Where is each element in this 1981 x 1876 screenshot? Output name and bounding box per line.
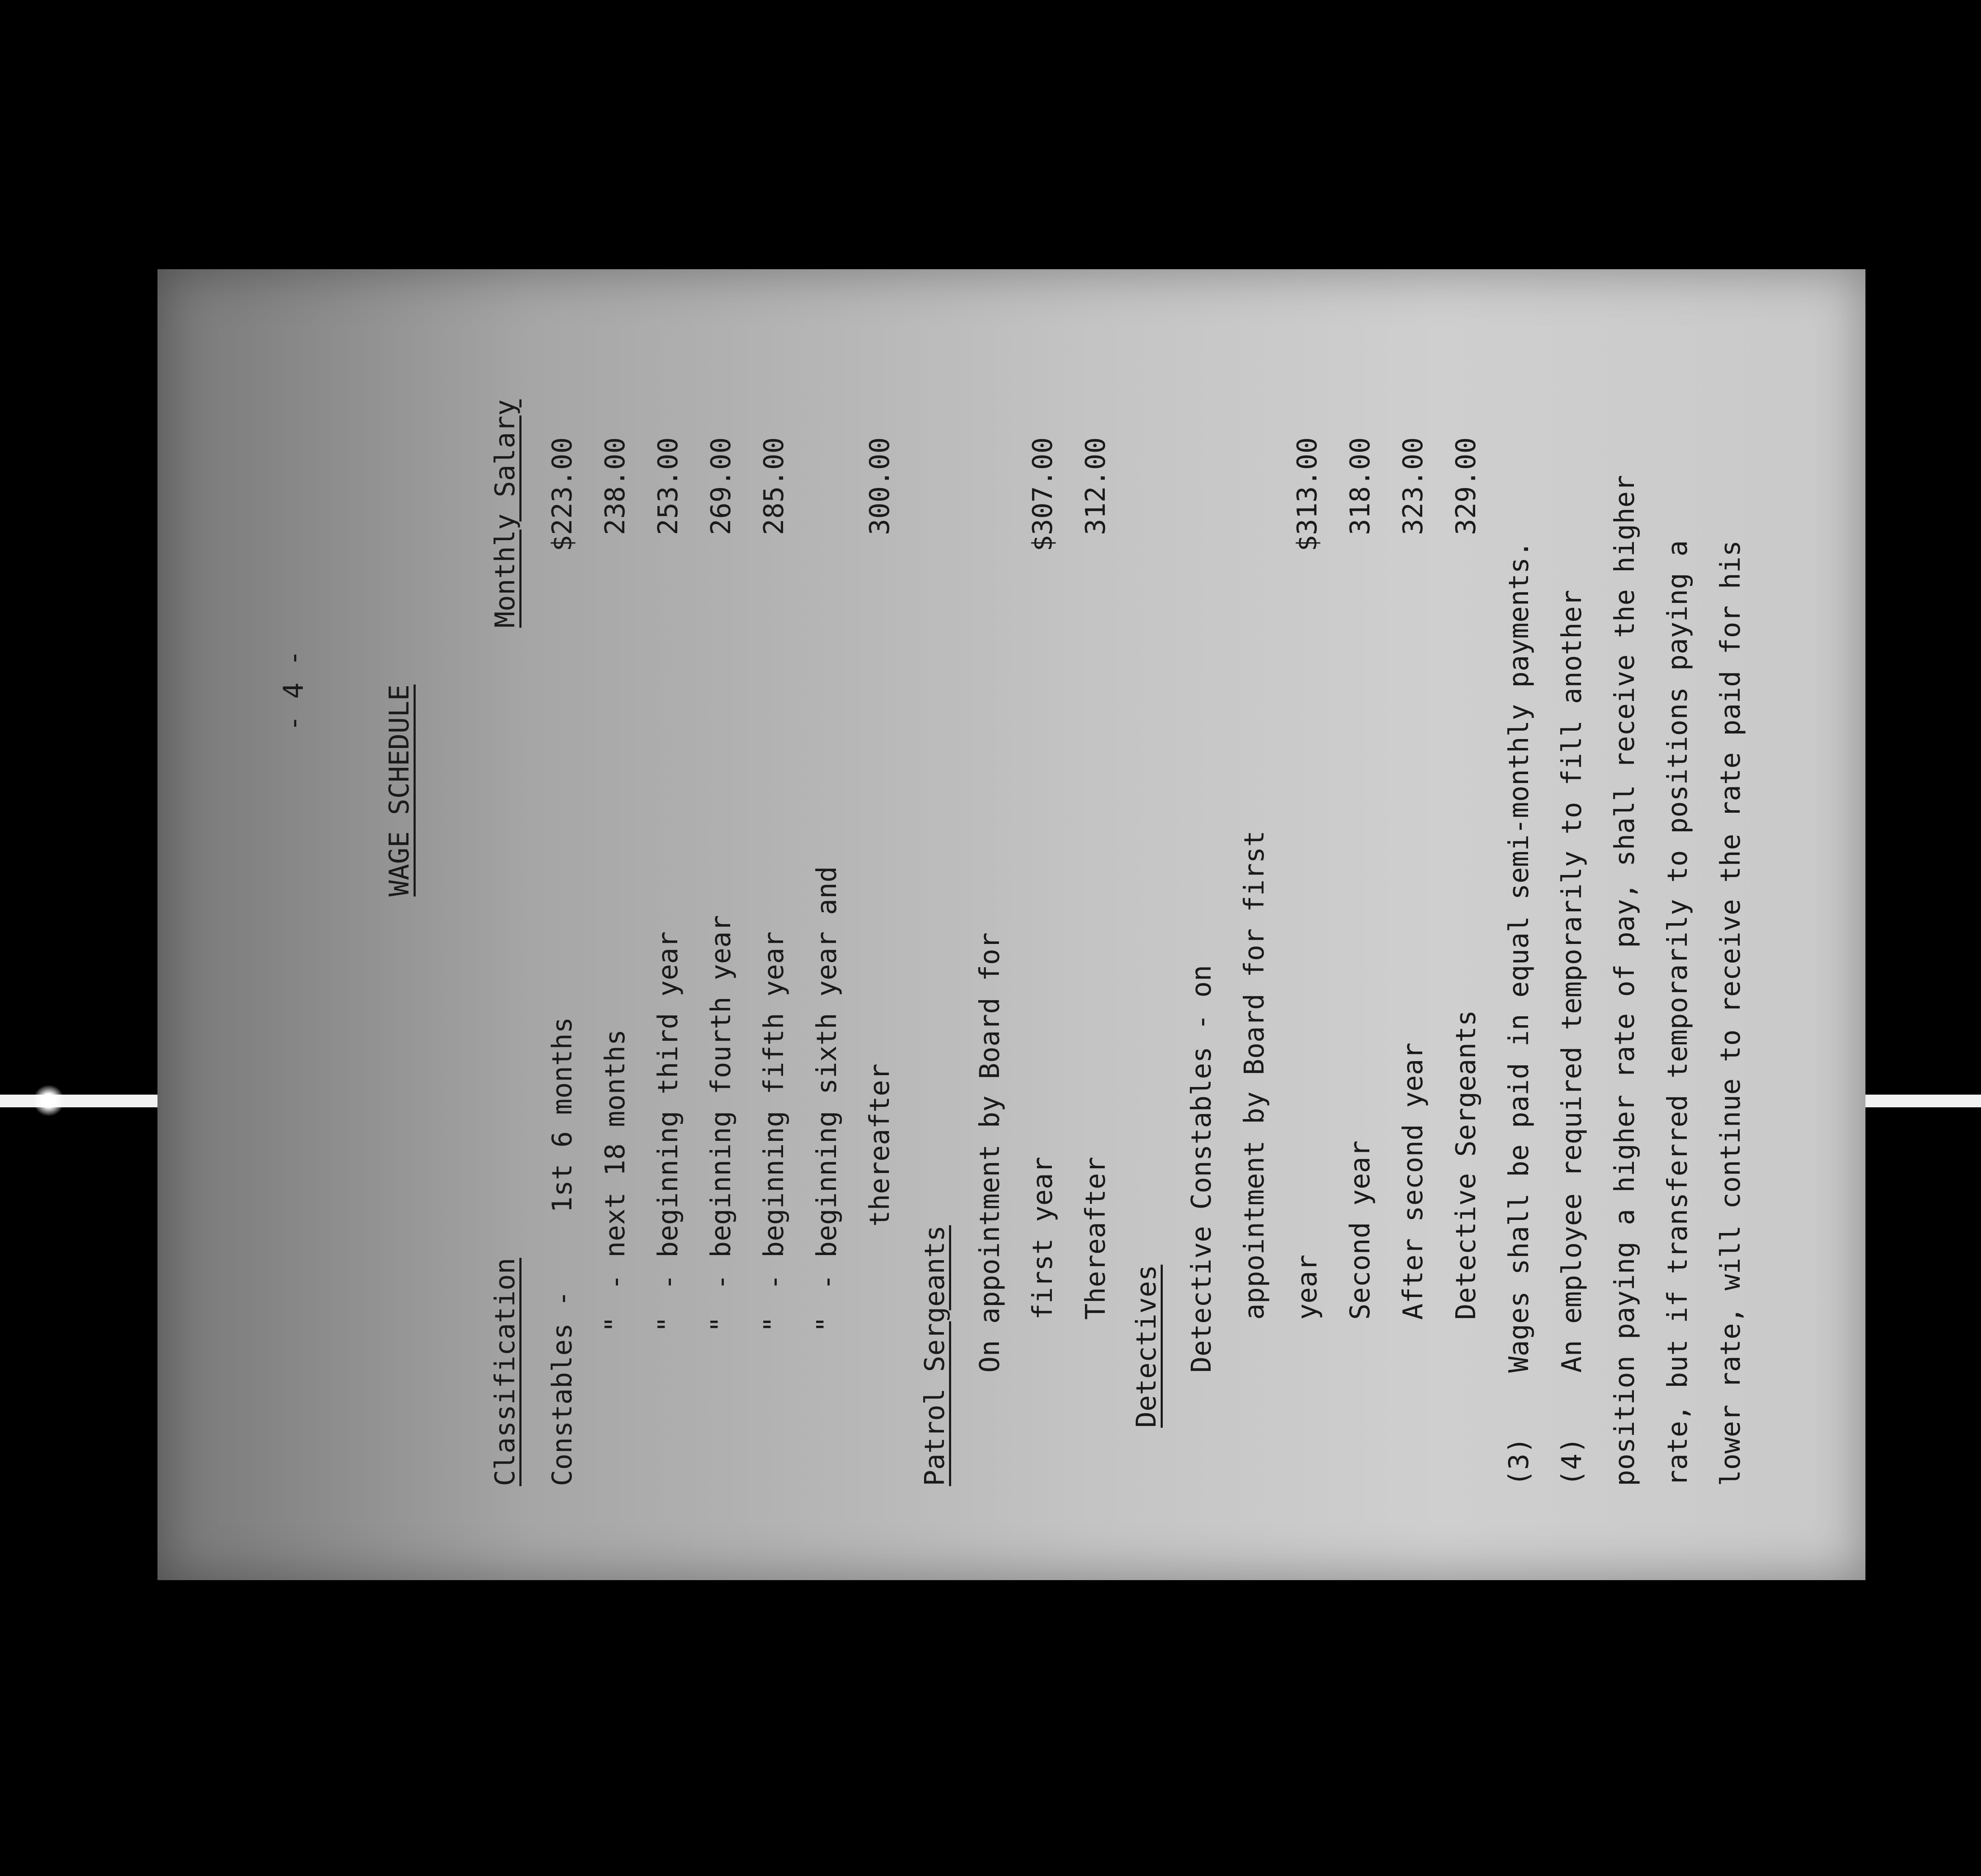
- detectives-row-amount: 323.00: [1398, 437, 1429, 535]
- header-classification: Classification: [490, 1258, 521, 1486]
- detectives-row-label: appointment by Board for first: [1239, 830, 1270, 1320]
- paragraph-text: position paying a higher rate of pay, shall receive the higher: [1609, 475, 1641, 1486]
- document-title: WAGE SCHEDULE: [384, 684, 415, 897]
- paragraph-text: rate, but if transferred temporarily to positions paying a: [1662, 540, 1694, 1486]
- detectives-row-amount: $313.00: [1292, 437, 1323, 552]
- detectives-row-amount: 329.00: [1451, 437, 1482, 535]
- paragraph-number: (3): [1504, 1437, 1535, 1486]
- constables-row-label: - next 18 months: [600, 1029, 631, 1290]
- constables-row-amount: 238.00: [600, 437, 631, 535]
- detectives-row-label: Second year: [1345, 1140, 1376, 1320]
- ditto-mark: ": [759, 1316, 790, 1333]
- scan-artifact-line-right: [1862, 1095, 1981, 1107]
- header-monthly-salary: Monthly Salary: [490, 399, 521, 628]
- constables-row-label: 1st 6 months: [547, 1017, 578, 1213]
- constables-row-amount: $223.00: [547, 437, 578, 552]
- section-heading-detectives: Detectives: [1131, 1264, 1162, 1428]
- patrol-row-amount: 312.00: [1080, 437, 1112, 535]
- constables-row-label: - beginning third year: [653, 931, 684, 1290]
- ditto-mark: ": [706, 1316, 737, 1333]
- paragraph-text: Wages shall be paid in equal semi-monthly payments.: [1504, 541, 1535, 1373]
- page-number: - 4 -: [278, 650, 309, 731]
- detectives-row-label: Detective Constables - on: [1186, 965, 1217, 1373]
- paragraph-text: lower rate, will continue to receive the rate paid for his: [1715, 540, 1746, 1486]
- page-content: [157, 269, 1865, 1580]
- scan-artifact-flare: [34, 1084, 63, 1117]
- constables-row-amount: 300.00: [864, 437, 896, 535]
- constables-row-label: thereafter: [864, 1063, 896, 1227]
- section-heading-patrol-sergeants: Patrol Sergeants: [919, 1225, 951, 1486]
- detectives-row-label: year: [1292, 1254, 1323, 1320]
- paragraph-text: An employee required temporarily to fill another: [1556, 590, 1588, 1373]
- ditto-mark: ": [600, 1316, 631, 1333]
- constables-prefix: Constables -: [547, 1274, 578, 1486]
- constables-row-label: - beginning fourth year: [706, 915, 737, 1290]
- constables-row-label: - beginning fifth year: [759, 931, 790, 1290]
- detectives-row-label: Detective Sergeants: [1451, 1010, 1482, 1320]
- constables-row-amount: 269.00: [706, 437, 737, 535]
- scan-artifact-line-left: [0, 1095, 161, 1107]
- ditto-mark: ": [653, 1316, 684, 1333]
- paragraph-number: (4): [1556, 1437, 1588, 1486]
- constables-row-amount: 253.00: [653, 437, 684, 535]
- detectives-row-label: After second year: [1398, 1042, 1429, 1320]
- patrol-row-amount: $307.00: [1027, 437, 1059, 552]
- patrol-row-label: Thereafter: [1080, 1156, 1112, 1320]
- detectives-row-amount: 318.00: [1345, 437, 1376, 535]
- constables-row-label: - beginning sixth year and: [811, 866, 843, 1290]
- patrol-row-label: On appointment by Board for: [974, 932, 1006, 1373]
- patrol-row-label: first year: [1027, 1156, 1059, 1320]
- document-page: [157, 269, 1865, 1580]
- constables-row-amount: 285.00: [759, 437, 790, 535]
- ditto-mark: ": [811, 1316, 843, 1333]
